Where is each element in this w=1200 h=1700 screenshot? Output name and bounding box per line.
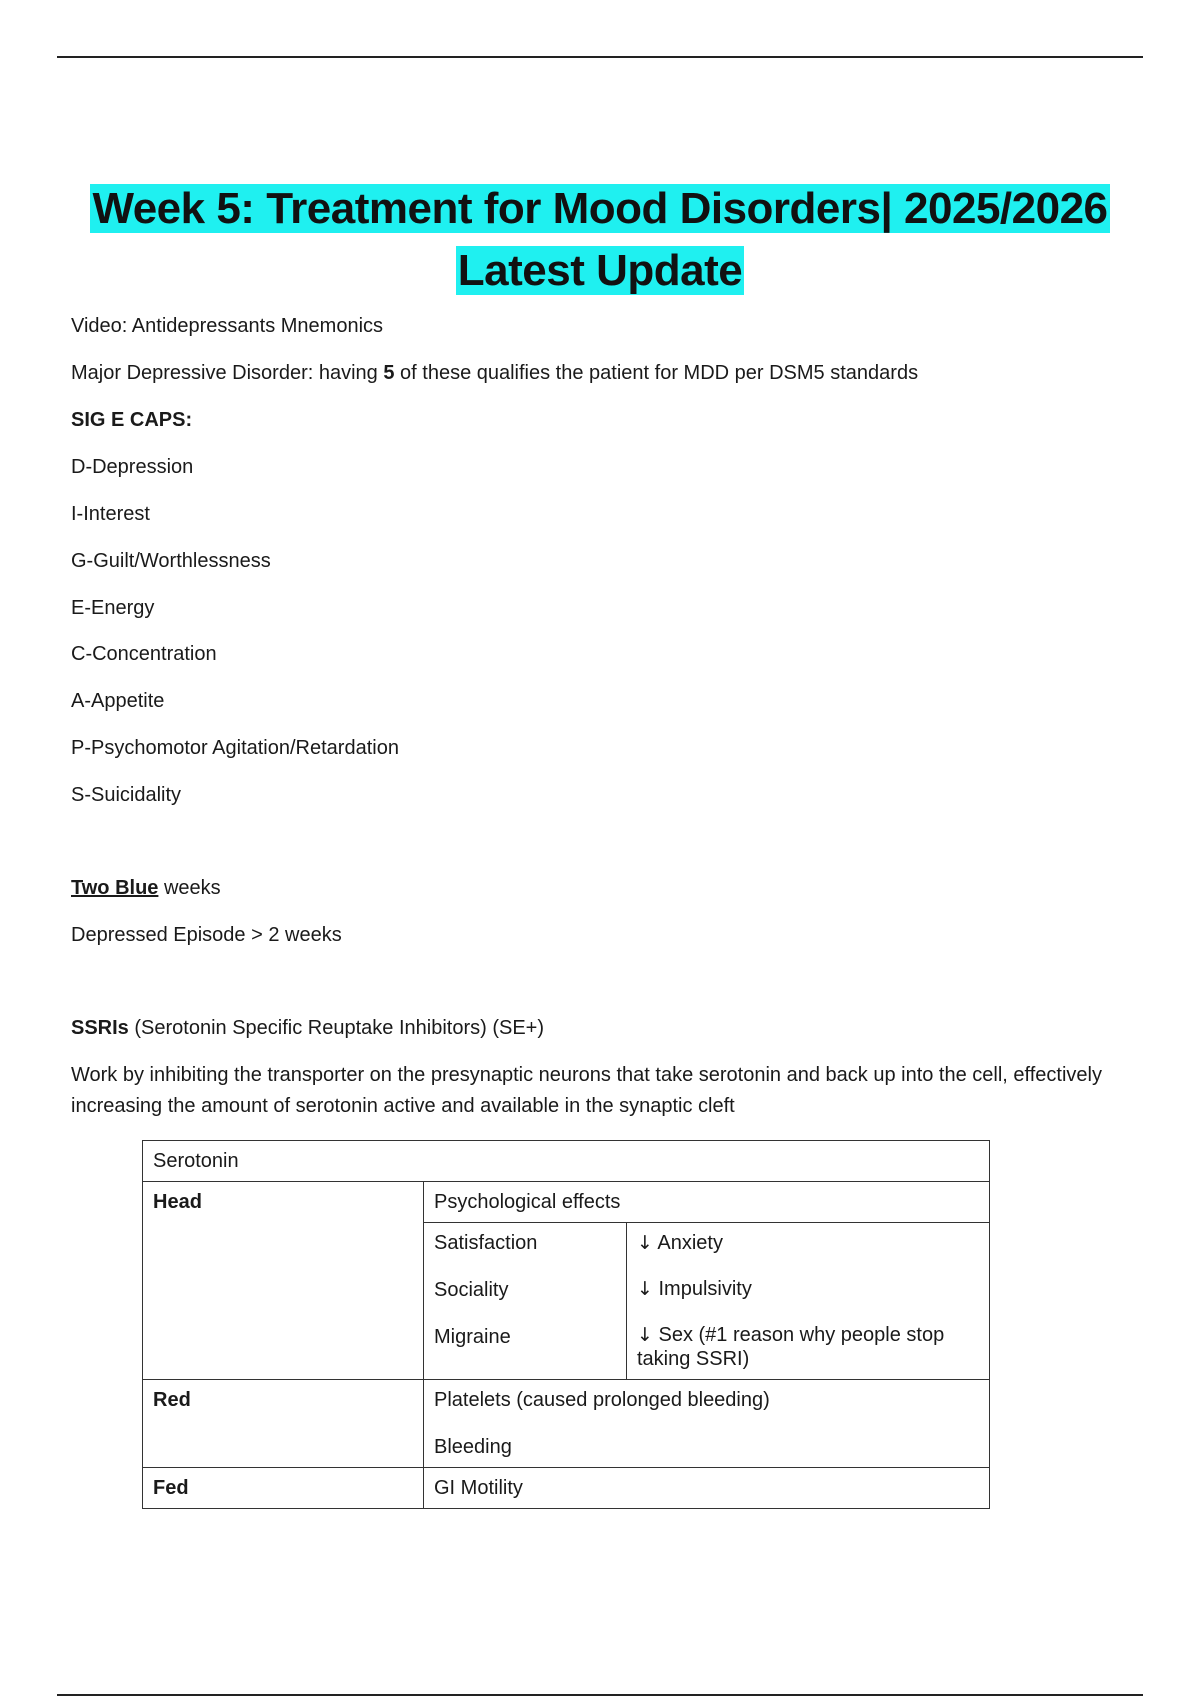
head-label-cell: Head (143, 1182, 424, 1380)
mdd-suffix: of these qualifies the patient for MDD per DSM5 standards (394, 362, 919, 384)
ssri-bold: SSRIs (71, 1017, 129, 1039)
top-rule (57, 56, 1143, 58)
serotonin-table (142, 1140, 990, 1509)
sig-item: I-Interest (71, 503, 150, 525)
ssri-rest: (Serotonin Specific Reuptake Inhibitors) (SE+) (128, 1017, 545, 1039)
mdd-prefix: Major Depressive Disorder: having (71, 362, 384, 384)
sig-item: C-Concentration (71, 643, 217, 665)
two-blue-rest: weeks (158, 877, 221, 899)
ssri-description: Work by inhibiting the transporter on the presynaptic neurons that take serotonin and back up into the cell, effectively increasing the amount of serotonin active and available in the synaptic cleft (71, 1064, 1102, 1117)
effect-item: Satisfaction (434, 1232, 538, 1254)
fed-label-cell: Fed (143, 1468, 424, 1509)
sig-item: S-Suicidality (71, 784, 182, 806)
table-row (143, 1182, 990, 1223)
two-blue-line (71, 876, 221, 900)
table-row (143, 1468, 990, 1509)
video-line: Video: Antidepressants Mnemonics (71, 315, 384, 337)
title-line-1: Week 5: Treatment for Mood Disorders| 2025/2026 (92, 184, 1108, 233)
effect-decrease-label: Impulsivity (658, 1278, 752, 1300)
down-arrow-icon: ↓ (637, 1324, 653, 1346)
down-arrow-icon: ↓ (637, 1232, 653, 1254)
sig-item: E-Energy (71, 597, 155, 619)
page-title (0, 178, 1200, 302)
sig-item: P-Psychomotor Agitation/Retardation (71, 737, 399, 759)
red-label-cell: Red (143, 1380, 424, 1468)
mdd-line (71, 361, 918, 385)
title-line-2: Latest Update (457, 246, 743, 295)
psych-effects-cell: Psychological effects (424, 1182, 990, 1223)
effect-decrease (637, 1231, 979, 1255)
red-item: Bleeding (434, 1436, 512, 1458)
sig-item: G-Guilt/Worthlessness (71, 550, 271, 572)
table-row (143, 1141, 990, 1182)
effect-decrease-label: Sex (#1 reason why people stop taking SSRI) (637, 1324, 945, 1370)
effect-decrease (637, 1323, 979, 1371)
ssri-heading (71, 1016, 544, 1040)
effect-item: Migraine (434, 1326, 511, 1348)
two-blue-bold: Two Blue (71, 877, 159, 899)
sig-item: D-Depression (71, 456, 194, 478)
bottom-rule (57, 1694, 1143, 1696)
table-row (143, 1380, 990, 1468)
mdd-number: 5 (383, 362, 395, 384)
sig-e-caps-heading: SIG E CAPS: (71, 409, 193, 431)
effect-item: Sociality (434, 1279, 509, 1301)
effects-right-cell (627, 1223, 990, 1380)
depressed-episode-line: Depressed Episode > 2 weeks (71, 924, 342, 946)
effect-decrease-label: Anxiety (657, 1232, 723, 1254)
serotonin-header-cell: Serotonin (143, 1141, 990, 1182)
effect-decrease (637, 1277, 979, 1301)
red-item: Platelets (caused prolonged bleeding) (434, 1389, 770, 1411)
effects-left-cell (424, 1223, 627, 1380)
fed-item-cell: GI Motility (424, 1468, 990, 1509)
sig-item: A-Appetite (71, 690, 165, 712)
red-items-cell (424, 1380, 990, 1468)
down-arrow-icon: ↓ (637, 1278, 653, 1300)
